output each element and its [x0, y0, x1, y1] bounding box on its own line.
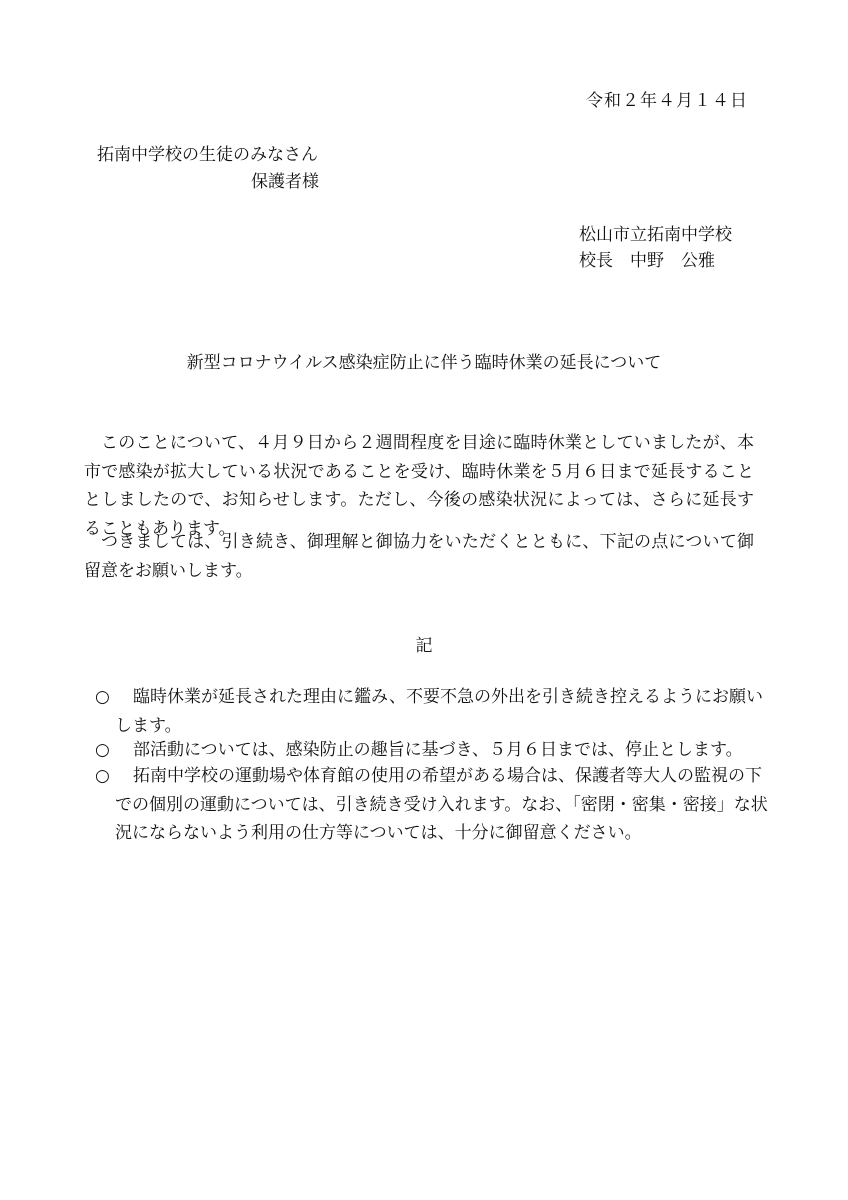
circle-bullet-icon: ○ — [95, 766, 110, 786]
document-title: 新型コロナウイルス感染症防止に伴う臨時休業の延長について — [186, 353, 662, 373]
notes-heading: 記 — [415, 636, 433, 656]
note-item — [95, 762, 777, 848]
sender-school-name: 松山市立拓南中学校 — [579, 225, 732, 245]
recipient-students: 拓南中学校の生徒のみなさん — [97, 145, 318, 165]
note-item-text: 臨時休業が延長された理由に鑑み、不要不急の外出を引き続き控えるようにお願いします。 — [115, 687, 764, 736]
recipient-guardians: 保護者様 — [251, 172, 319, 192]
note-item-text: 部活動については、感染防止の趣旨に基づき、５月６日までは、停止とします。 — [133, 740, 743, 760]
sender-principal-name: 校長 中野 公雅 — [579, 251, 715, 271]
document-date: 令和２年４月１４日 — [586, 91, 748, 111]
note-item — [95, 683, 777, 740]
note-item — [95, 736, 777, 765]
circle-bullet-icon: ○ — [95, 687, 110, 707]
note-item-text: 拓南中学校の運動場や体育館の使用の希望がある場合は、保護者等大人の監視の下での個別の運動については、引き続き受け入れます。なお、「密閉・密集・密接」な状況にならないよう利用の仕方等については、十分に御留意ください。 — [115, 766, 768, 843]
body-paragraph-1: このことについて、４月９日から２週間程度を目途に臨時休業としていましたが、本市で感染が拡大している状況であることを受け、臨時休業を５月６日まで延長することとしましたので、お知らせします。ただし、今後の感染状況によっては、さらに延長することもあります。 — [84, 433, 754, 539]
body-paragraph-2: つきましては、引き続き、御理解と御協力をいただくとともに、下記の点について御留意をお願いします。 — [84, 532, 754, 581]
circle-bullet-icon: ○ — [95, 740, 110, 760]
